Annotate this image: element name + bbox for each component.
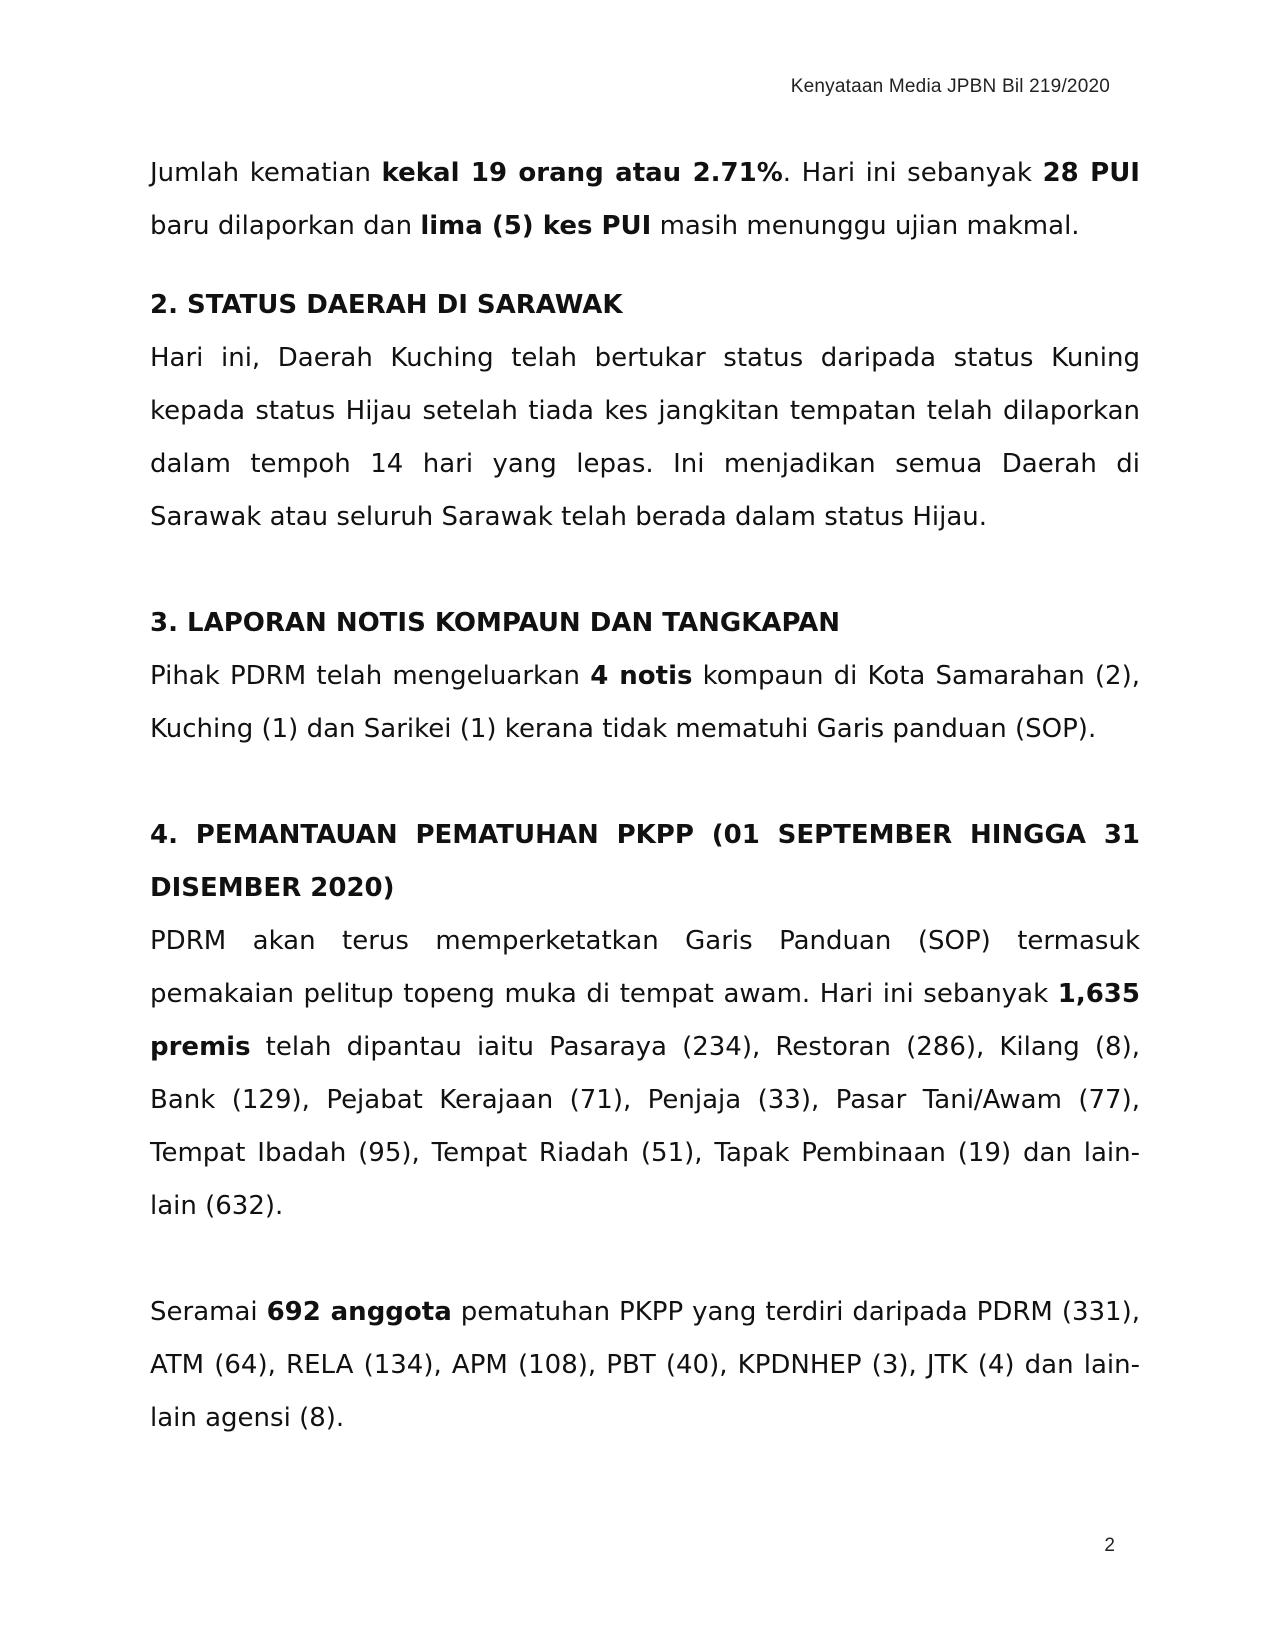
- compliance-members-paragraph: Seramai 692 anggota pematuhan PKPP yang terdiri daripada PDRM (331), ATM (64), RELA (134), APM (108), PBT (40), KPDNHEP (3), JTK (4) dan lain-lain agensi (8).: [150, 1297, 1140, 1433]
- page-number: 2: [1104, 1535, 1115, 1556]
- new-pui-figure: 28 PUI: [1042, 158, 1140, 188]
- section-heading-compound-notices: 3. LAPORAN NOTIS KOMPAUN DAN TANGKAPAN: [150, 608, 841, 638]
- pending-pui-figure: lima (5) kes PUI: [420, 211, 652, 241]
- document-body: [150, 147, 1140, 1445]
- members-figure: 692 anggota: [266, 1297, 452, 1327]
- notices-figure: 4 notis: [590, 661, 693, 691]
- section-heading-pkpp-monitoring: 4. PEMANTAUAN PEMATUHAN PKPP (01 SEPTEMBER HINGGA 31 DISEMBER 2020): [150, 820, 1140, 903]
- compound-notices-paragraph: Pihak PDRM telah mengeluarkan 4 notis kompaun di Kota Samarahan (2), Kuching (1) dan Sarikei (1) kerana tidak mematuhi Garis panduan (SOP).: [150, 661, 1140, 744]
- deaths-pui-paragraph: Jumlah kematian kekal 19 orang atau 2.71%. Hari ini sebanyak 28 PUI baru dilaporkan dan lima (5) kes PUI masih menunggu ujian makmal.: [150, 158, 1140, 241]
- section-heading-district-status: 2. STATUS DAERAH DI SARAWAK: [150, 290, 623, 320]
- district-status-paragraph: Hari ini, Daerah Kuching telah bertukar status daripada status Kuning kepada status Hijau setelah tiada kes jangkitan tempatan telah dilaporkan dalam tempoh 14 hari yang lepas. Ini menjadikan semua Daerah di Sarawak atau seluruh Sarawak telah berada dalam status Hijau.: [150, 343, 1140, 532]
- premises-figure: 1,635 premis: [150, 979, 1140, 1062]
- page-header: Kenyataan Media JPBN Bil 219/2020: [790, 76, 1110, 97]
- premises-monitoring-paragraph: PDRM akan terus memperketatkan Garis Panduan (SOP) termasuk pemakaian pelitup topeng muka di tempat awam. Hari ini sebanyak 1,635 premis telah dipantau iaitu Pasaraya (234), Restoran (286), Kilang (8), Bank (129), Pejabat Kerajaan (71), Penjaja (33), Pasar Tani/Awam (77), Tempat Ibadah (95), Tempat Riadah (51), Tapak Pembinaan (19) dan lain-lain (632).: [150, 926, 1140, 1221]
- deaths-figure: kekal 19 orang atau 2.71%: [381, 158, 783, 188]
